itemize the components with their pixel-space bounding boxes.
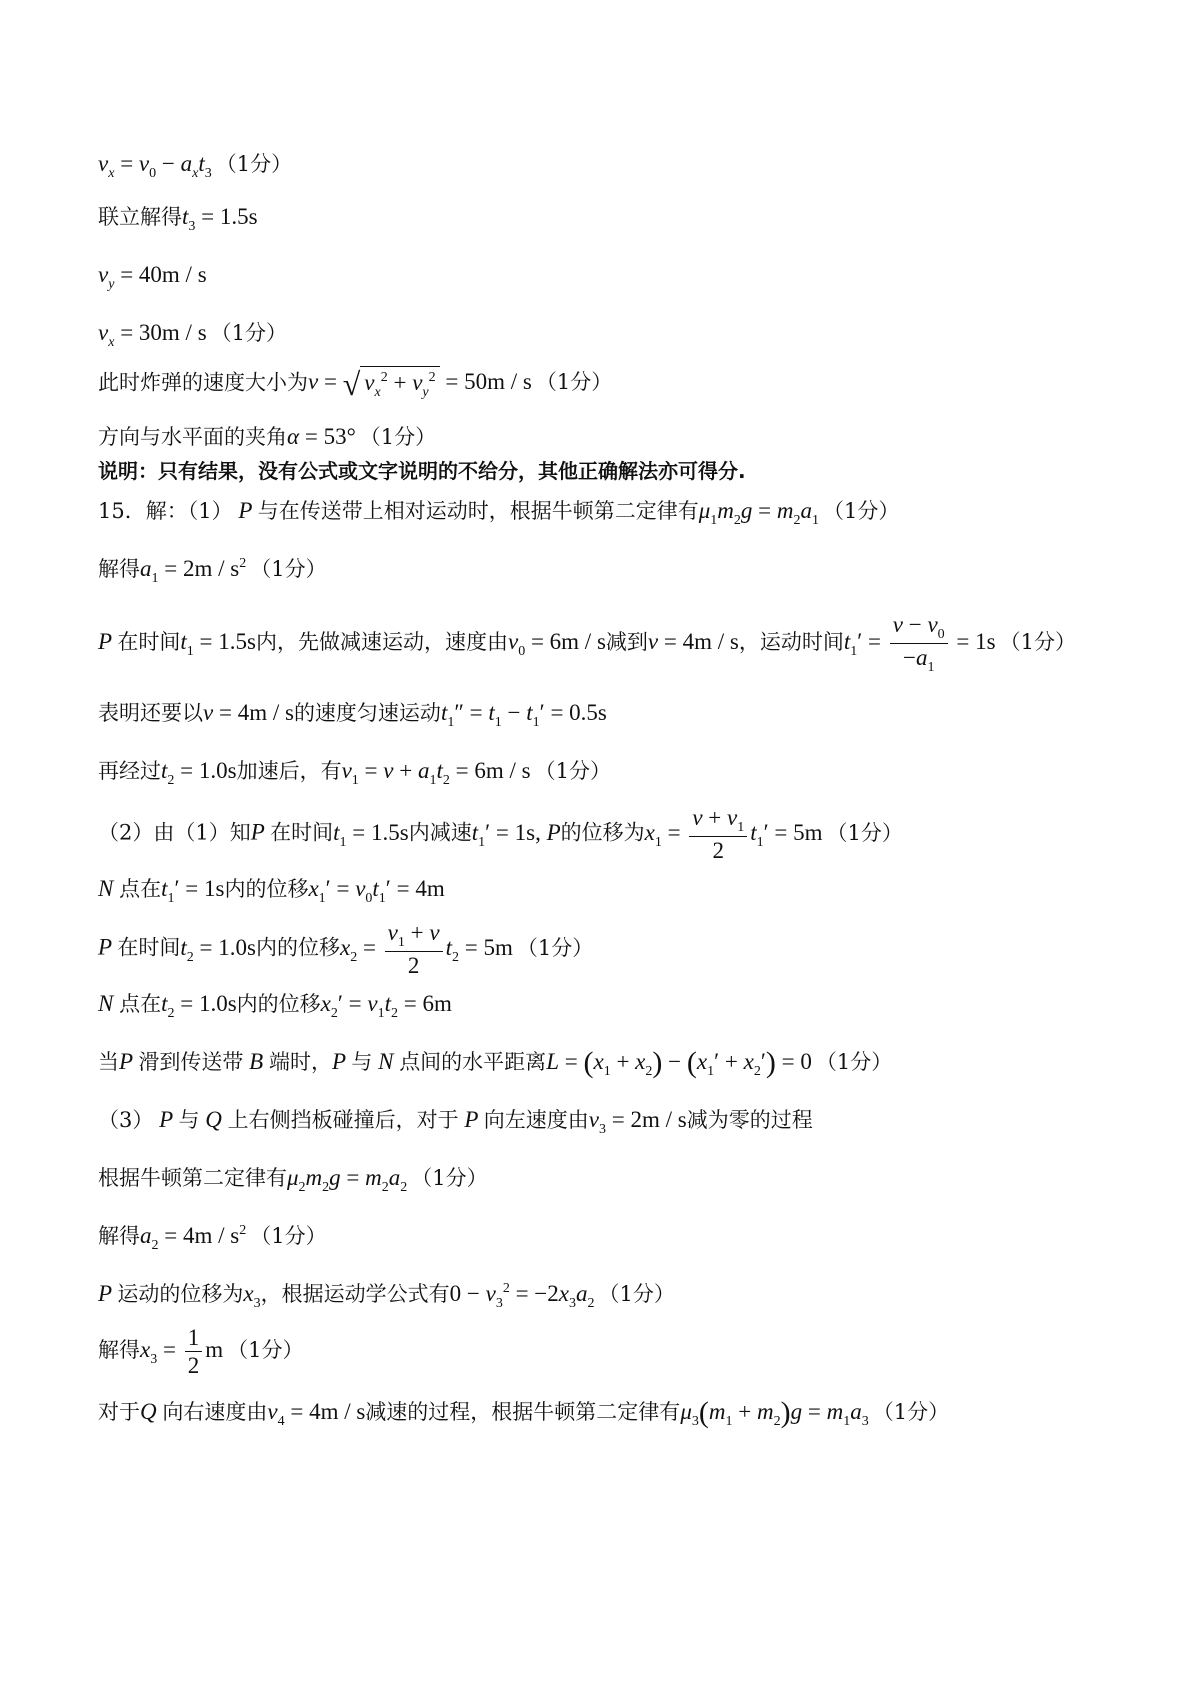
q-decel-newton: 对于Q 向右速度由$v_4 = 4m / s$减速的过程，根据牛顿第二定律有$\mu_3(m_1 + m_2)g = m_1a_3$ （1分）: [98, 1396, 950, 1429]
n-disp-1: N 点在$t_1' = 1s$内的位移$x_1' = v_0t_1' = 4m$: [98, 876, 445, 906]
eq-angle: 方向与水平面的夹角α = 53° （1分）: [98, 424, 437, 449]
p-disp-2: P 在时间$t_2 = 1.0s$内的位移$x_2$ = $\frac{v_1 + v}{2}$ $t_2 = 5m$ （1分）: [98, 920, 594, 979]
distance-L: 当P 滑到传送带 B 端时，P 与 N 点间的水平距离$L = (x_1 + x_2) - (x_1' + x_2') = 0$ （1分）: [98, 1046, 893, 1079]
accel-phase: 再经过$t_2 = 1.0s$加速后，有$v_1 = v + a_1t_2 = 6m / s$ （1分）: [98, 758, 611, 788]
newton-a2: 根据牛顿第二定律有$\mu_2m_2g = m_2a_2$ （1分）: [98, 1165, 488, 1195]
grading-note: 说明：只有结果，没有公式或文字说明的不给分，其他正确解法亦可得分.: [98, 459, 746, 483]
uniform-phase: 表明还要以v = 4m / s的速度匀速运动$t_1'' = t_1 - t_1' = 0.5s$: [98, 700, 607, 730]
solve-t3: 联立解得$t_3 = 1.5s$: [98, 204, 258, 234]
q15-part3-intro: （3） P 与 Q 上右侧挡板碰撞后，对于 P 向左速度由$v_3 = 2m / s$减为零的过程: [98, 1107, 813, 1137]
kinematics-x3: P 运动的位移为$x_3$，根据运动学公式有$0 - v_3^2 = -2x_3a_2$ （1分）: [98, 1281, 675, 1311]
eq-vx-decel: $v_x = v_0 - a_xt_3$ （1分）: [98, 151, 293, 181]
eq-vx: $v_x = 30m / s$ （1分）: [98, 320, 288, 350]
solve-a1: 解得$a_1 = 2m / s^2$ （1分）: [98, 556, 327, 586]
n-disp-2: N 点在$t_2 = 1.0s$内的位移$x_2' = v_1t_2 = 6m$: [98, 991, 452, 1021]
eq-vy: $v_y = 40m / s$: [98, 262, 207, 292]
q15-part1-intro: 15．解：（1） P 与在传送带上相对运动时，根据牛顿第二定律有$\mu_1m_2g = m_2a_1$ （1分）: [98, 498, 900, 528]
decel-phase: P 在时间$t_1 = 1.5s$内，先做减速运动，速度由$v_0 = 6m / s$减到v = 4m / s，运动时间$t_1'$ = $\frac{v - v_0}{-a_1}$ = 1s （1分）: [98, 612, 1076, 676]
solve-x3: 解得$x_3$ = $\frac{1}{2}$ m （1分）: [98, 1325, 304, 1379]
solve-a2: 解得$a_2 = 4m / s^2$ （1分）: [98, 1223, 327, 1253]
q15-part2-x1: （2）由（1）知P 在时间$t_1 = 1.5s$内减速$t_1' = 1s$, P的位移为$x_1$ = $\frac{v + v_1}{2}$ $t_1' = 5m$ （1分）: [98, 805, 903, 864]
eq-speed: 此时炸弹的速度大小为v = √ $v_x^2 + v_y^2 = 50m / s$ （1分）: [98, 366, 613, 402]
